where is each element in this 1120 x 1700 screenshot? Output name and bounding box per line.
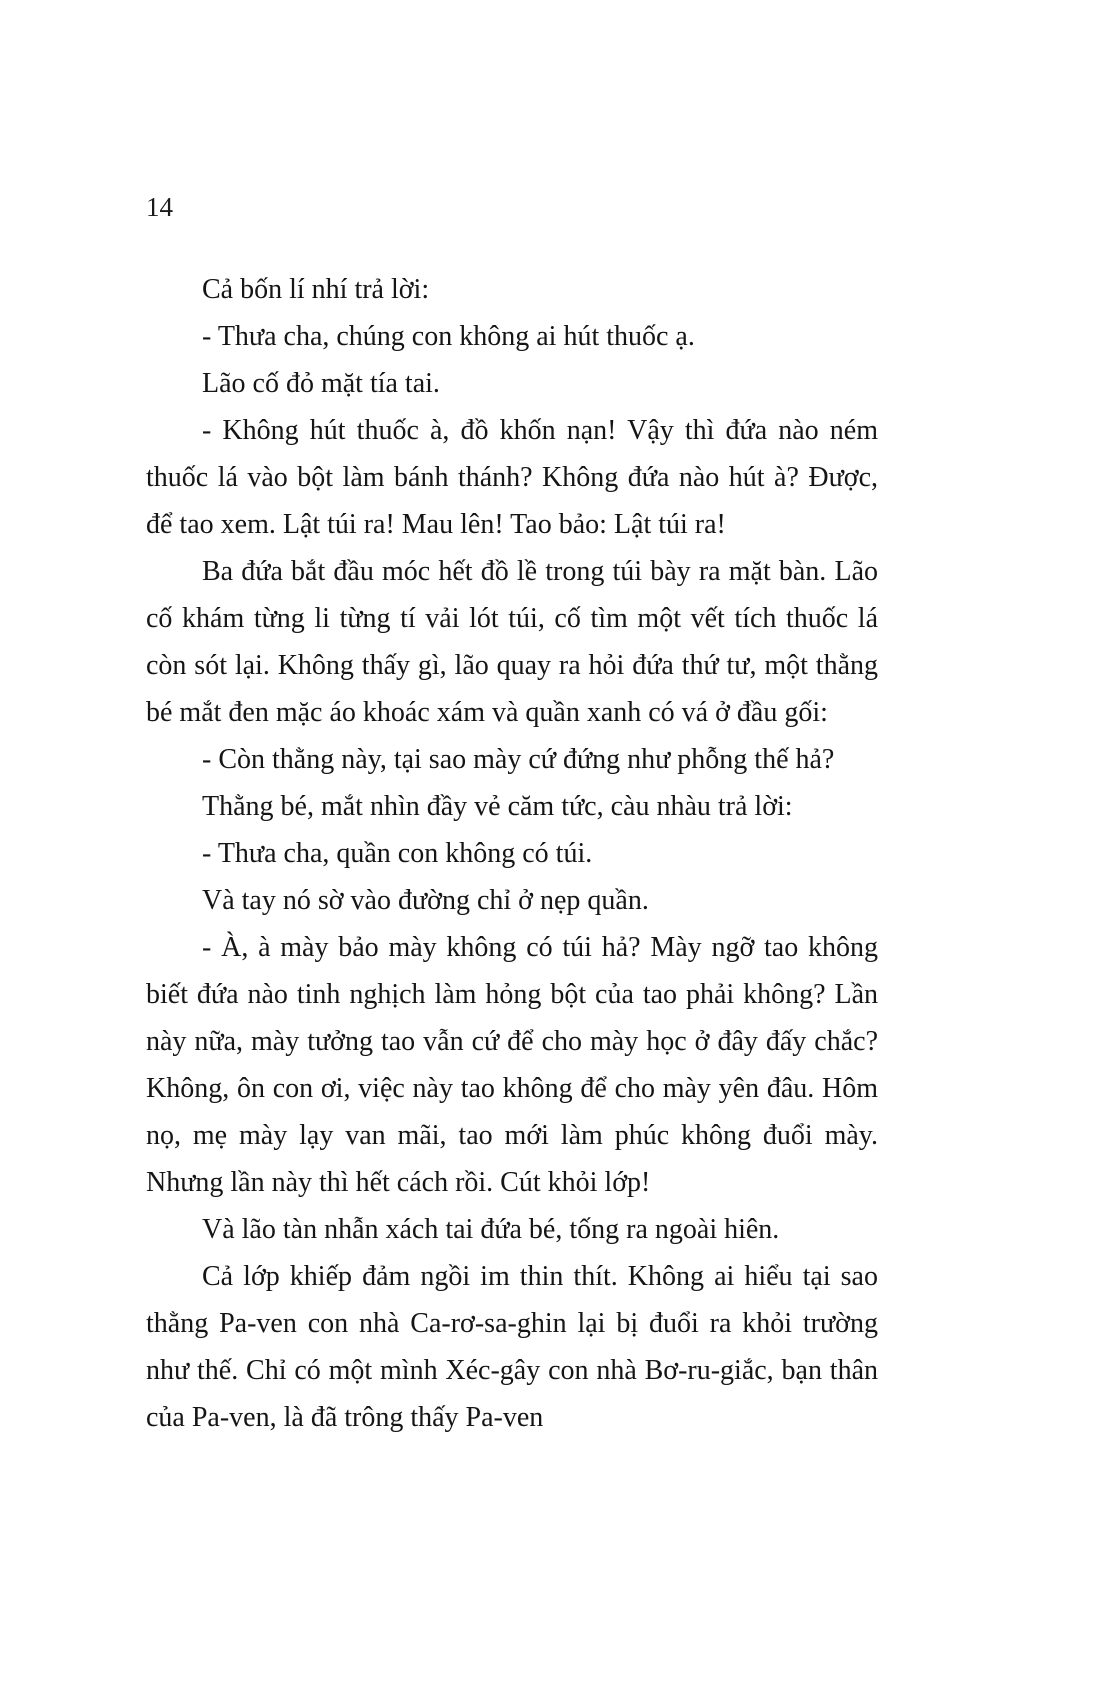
paragraph: Và lão tàn nhẫn xách tai đứa bé, tống ra ngoài hiên. bbox=[202, 1214, 780, 1245]
paragraph: - Thưa cha, quần con không có túi. bbox=[202, 838, 593, 869]
paragraph: Lão cố đỏ mặt tía tai. bbox=[202, 368, 440, 399]
paragraph: - Thưa cha, chúng con không ai hút thuốc ạ. bbox=[202, 321, 695, 352]
paragraph: Cả lớp khiếp đảm ngồi im thin thít. Không ai hiểu tại sao thằng Pa-ven con nhà Ca-rơ-sa-ghin lại bị đuổi ra khỏi trường như thế. Chỉ có một mình Xéc-gây con nhà Bơ-ru-giắc, bạn thân của Pa-ven, là đã trông thấy Pa-ven bbox=[146, 1261, 878, 1433]
paragraph: - Còn thằng này, tại sao mày cứ đứng như phỗng thế hả? bbox=[202, 744, 835, 775]
paragraph: - Không hút thuốc à, đồ khốn nạn! Vậy thì đứa nào ném thuốc lá vào bột làm bánh thánh? Không đứa nào hút à? Được, để tao xem. Lật túi ra! Mau lên! Tao bảo: Lật túi ra! bbox=[146, 415, 878, 540]
paragraph: Cả bốn lí nhí trả lời: bbox=[202, 274, 430, 305]
paragraph: Và tay nó sờ vào đường chỉ ở nẹp quần. bbox=[202, 885, 649, 916]
text-block bbox=[146, 266, 878, 1441]
paragraph: Thằng bé, mắt nhìn đầy vẻ căm tức, càu nhàu trả lời: bbox=[202, 791, 793, 822]
paragraph: Ba đứa bắt đầu móc hết đồ lề trong túi bày ra mặt bàn. Lão cố khám từng li từng tí vải lót túi, cố tìm một vết tích thuốc lá còn sót lại. Không thấy gì, lão quay ra hỏi đứa thứ tư, một thằng bé mắt đen mặc áo khoác xám và quần xanh có vá ở đầu gối: bbox=[146, 556, 878, 728]
paragraph: - À, à mày bảo mày không có túi hả? Mày ngỡ tao không biết đứa nào tinh nghịch làm hỏng bột của tao phải không? Lần này nữa, mày tưởng tao vẫn cứ để cho mày học ở đây đấy chắc? Không, ôn con ơi, việc này tao không để cho mày yên đâu. Hôm nọ, mẹ mày lạy van mãi, tao mới làm phúc không đuổi mày. Nhưng lần này thì hết cách rồi. Cút khỏi lớp! bbox=[146, 932, 878, 1198]
page-number: 14 bbox=[146, 192, 173, 222]
